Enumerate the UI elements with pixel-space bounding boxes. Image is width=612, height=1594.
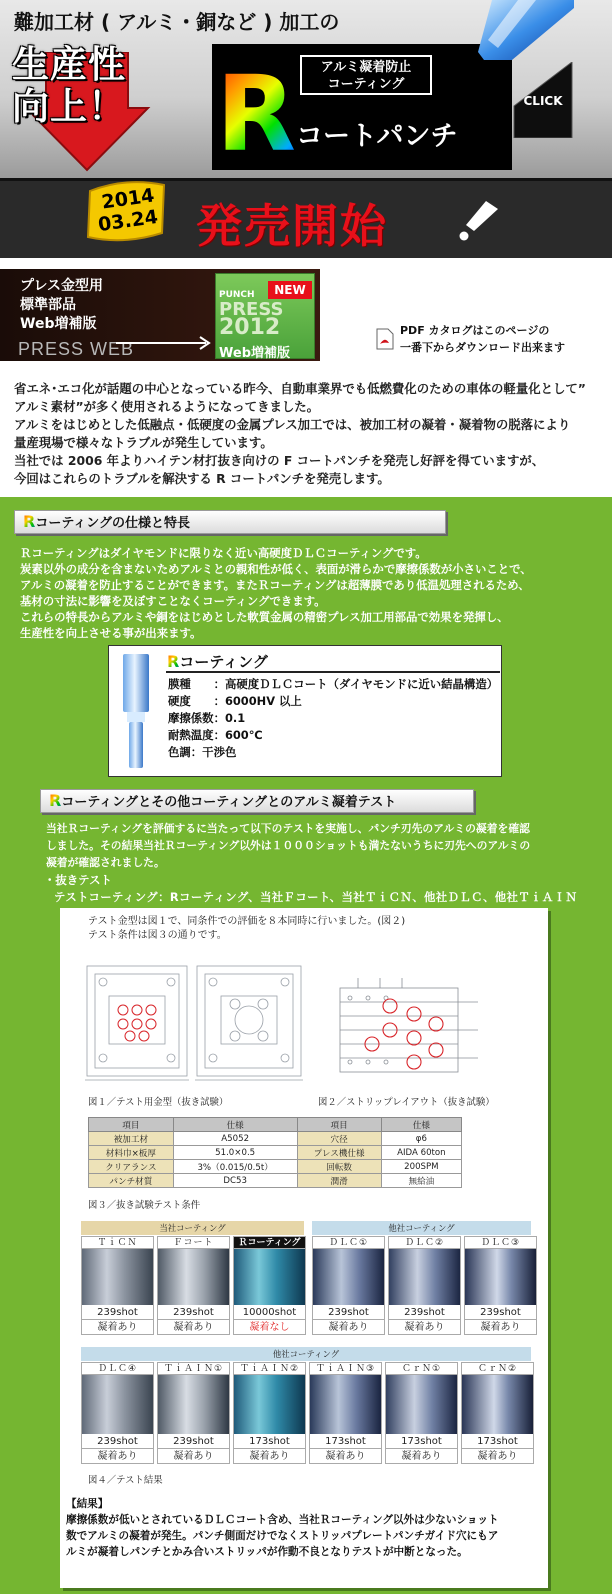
result-cell xyxy=(388,1236,461,1335)
spec-item: 摩擦係数：0.1 xyxy=(168,711,246,725)
punch-tip-photo xyxy=(81,1375,154,1434)
figure1-caption: 図１／テスト用金型（抜き試験） xyxy=(88,1097,229,1108)
table-cell: 材料巾×板厚 xyxy=(89,1146,174,1160)
result-text xyxy=(66,1512,542,1560)
pdf-icon[interactable] xyxy=(376,328,394,350)
shot-count: 239shot xyxy=(81,1305,154,1320)
coating-name: ＤＬＣ④ xyxy=(81,1362,154,1375)
shot-count: 239shot xyxy=(312,1305,385,1320)
punch-tip-photo xyxy=(233,1249,306,1305)
coating-name: Ｆコート xyxy=(157,1236,230,1249)
other-coating-group-header: 他社コーティング xyxy=(81,1347,531,1361)
coating-name: ＤＬＣ② xyxy=(388,1236,461,1249)
result-cell xyxy=(81,1362,154,1464)
shot-count: 173shot xyxy=(385,1434,458,1449)
text-line: しました。その結果当社Ｒコーティング以外は１０００ショットも満たないうちに刃先へのアルミの xyxy=(46,839,531,852)
figure4-caption: 図４／テスト結果 xyxy=(88,1475,163,1486)
shot-count: 173shot xyxy=(309,1434,382,1449)
press-web-title[interactable]: プレス金型用 標準部品 Web増補版 xyxy=(20,278,104,332)
result-cell xyxy=(233,1362,306,1464)
section-heading-text: コーティングの仕様と特長 xyxy=(35,516,191,531)
table-cell: 回転数 xyxy=(297,1160,381,1174)
coating-name: Ｒコーティング xyxy=(233,1236,306,1249)
spec-title xyxy=(167,651,268,672)
table-cell: φ6 xyxy=(381,1132,461,1146)
catalog-press-label: PRESS xyxy=(219,299,284,320)
test-report-intro: テスト金型は図１で、同条件での評価を８本同時に行いました。(図２) テスト条件は図３の通りです。 xyxy=(88,916,406,941)
adhesion-status: 凝着あり xyxy=(81,1449,154,1464)
table-cell: 3%（0.015/0.5t） xyxy=(173,1160,297,1174)
hero-title: 難加工材 ( アルミ・銅など ) 加工の xyxy=(14,10,340,34)
result-cell xyxy=(385,1362,458,1464)
text-line: 摩擦係数が低いとされているＤＬＣコート含め、当社Ｒコーティング以外は少ないショット xyxy=(66,1514,499,1526)
adhesion-status: 凝着あり xyxy=(388,1320,461,1335)
table-cell: 無給油 xyxy=(381,1174,461,1188)
spec-item: 色調：干渉色 xyxy=(168,745,237,759)
shot-count: 239shot xyxy=(81,1434,154,1449)
table-header-row xyxy=(89,1118,462,1132)
coating-name: ＤＬＣ① xyxy=(312,1236,385,1249)
spec-section-text xyxy=(20,545,600,641)
table-cell: DC53 xyxy=(173,1174,297,1188)
spec-section-heading xyxy=(14,510,446,534)
text-line: ルミが凝着しパンチとかみ合いストリッパが作動不良となりテストが中断となった。 xyxy=(66,1546,468,1558)
table-row xyxy=(89,1146,462,1160)
punch-tip-photo xyxy=(461,1375,534,1434)
adhesion-status: 凝着あり xyxy=(157,1449,230,1464)
adhesion-status: 凝着あり xyxy=(464,1320,537,1335)
adhesion-test-heading xyxy=(40,789,474,813)
shot-count: 239shot xyxy=(157,1434,230,1449)
rainbow-r-logo: R xyxy=(216,53,297,175)
coating-name: ＴｉＡＩＮ② xyxy=(233,1362,306,1375)
result-cell xyxy=(312,1236,385,1335)
result-cell xyxy=(461,1362,534,1464)
intro-line: 今回はこれらのトラブルを解決する R コートパンチを発売します。 xyxy=(14,471,390,486)
punch-tip-photo xyxy=(309,1375,382,1434)
adhesion-status: 凝着なし xyxy=(233,1320,306,1335)
click-label[interactable]: CLICK xyxy=(523,94,563,108)
productivity-catch: 生産性 向上！ xyxy=(12,43,126,128)
adhesion-status: 凝着あり xyxy=(233,1449,306,1464)
product-name: コートパンチ xyxy=(296,121,458,152)
figure2-caption: 図２／ストリップレイアウト（抜き試験） xyxy=(318,1097,495,1108)
launch-heading: 発売開始 xyxy=(196,199,388,253)
intro-line: 当社では 2006 年よりハイテン材打抜き向けの F コートパンチを発売し好評を得ていますが、 xyxy=(14,453,545,468)
punch-tool-image xyxy=(118,650,154,772)
table-row xyxy=(89,1174,462,1188)
r-mark: R xyxy=(23,512,36,531)
spec-title-text: コーティング xyxy=(179,653,268,671)
catalog-year-label: 2012 xyxy=(219,315,281,340)
r-mark: R xyxy=(167,652,180,671)
text-line: 基材の寸法に影響を及ぼすことなくコーティングできます。 xyxy=(20,594,326,608)
test-die-drawing xyxy=(85,958,307,1088)
catalog-punch-label: PUNCH xyxy=(219,290,255,300)
text-line: 当社Ｒコーティングを評価するに当たって以下のテストを実施し、パンチ刃先のアルミの凝着を確認 xyxy=(46,822,530,835)
text-line: アルミの凝着を防止することができます。またＲコーティングは超薄膜であり低温処理されるため、 xyxy=(20,578,530,592)
result-label: 【結果】 xyxy=(66,1498,109,1510)
coating-name: ＤＬＣ③ xyxy=(464,1236,537,1249)
intro-line: 量産現場で様々なトラブルが発生しています。 xyxy=(14,435,273,450)
adhesion-status: 凝着あり xyxy=(157,1320,230,1335)
text-line: これらの特長からアルミや銅をはじめとした軟質金属の精密プレス加工用部品で効果を発揮し、 xyxy=(20,610,509,624)
shot-count: 239shot xyxy=(157,1305,230,1320)
table-cell: 潤滑 xyxy=(297,1174,381,1188)
text-line: 凝着が確認されました。 xyxy=(46,856,165,869)
adhesion-test-text xyxy=(46,820,606,871)
table-cell: 穴径 xyxy=(297,1132,381,1146)
pdf-download-note[interactable]: PDF カタログはこのページの 一番下からダウンロード出来ます xyxy=(400,324,565,354)
strip-layout-drawing xyxy=(318,958,488,1088)
launch-date: 03.24 xyxy=(96,205,160,237)
shot-count: 173shot xyxy=(461,1434,534,1449)
table-cell: クリアランス xyxy=(89,1160,174,1174)
punch-tip-photo xyxy=(233,1375,306,1434)
coating-name: ＣｒＮ② xyxy=(461,1362,534,1375)
intro-line: アルミをはじめとした低融点・低硬度の金属プレス加工では、被加工材の凝着・凝着物の脱落により xyxy=(14,417,571,432)
other-coating-group-header: 他社コーティング xyxy=(312,1221,531,1235)
r-mark: R xyxy=(49,791,62,810)
table-cell: 51.0×0.5 xyxy=(173,1146,297,1160)
intro-line: 省エネ･エコ化が話題の中心となっている昨今、自動車業界でも低燃費化のための車体の軽量化として” xyxy=(14,381,586,396)
table-cell: 被加工材 xyxy=(89,1132,174,1146)
punch-tip-photo xyxy=(464,1249,537,1305)
adhesion-status: 凝着あり xyxy=(461,1449,534,1464)
adhesion-status: 凝着あり xyxy=(309,1449,382,1464)
shot-count: 239shot xyxy=(464,1305,537,1320)
adhesion-status: 凝着あり xyxy=(385,1449,458,1464)
table-row xyxy=(89,1160,462,1174)
coating-name: ＴｉＡＩＮ① xyxy=(157,1362,230,1375)
text-line: 炭素以外の成分を含まないためアルミとの親和性が低く、表面が滑らかで摩擦係数が小さいことで、 xyxy=(20,562,532,576)
adhesion-status: 凝着あり xyxy=(312,1320,385,1335)
punch-tip-photo xyxy=(312,1249,385,1305)
table-row xyxy=(89,1132,462,1146)
column-header: 項目 xyxy=(89,1118,174,1132)
punch-tip-photo xyxy=(81,1249,154,1305)
shot-count: 239shot xyxy=(388,1305,461,1320)
result-cell xyxy=(81,1236,154,1335)
divider xyxy=(166,671,500,673)
coating-name: ＣｒＮ① xyxy=(385,1362,458,1375)
table-cell: AIDA 60ton xyxy=(381,1146,461,1160)
spec-item: 膜種 ：高硬度ＤＬＣコート（ダイヤモンドに近い結晶構造） xyxy=(168,677,499,691)
new-badge: NEW xyxy=(268,281,312,299)
punch-tip-photo xyxy=(388,1249,461,1305)
table-cell: A5052 xyxy=(173,1132,297,1146)
column-header: 仕様 xyxy=(381,1118,461,1132)
table-cell: プレス機仕様 xyxy=(297,1146,381,1160)
test-coatings-list: テストコーティング：Rコーティング、当社Ｆコート、当社ＴｉＣＮ、他社ＤＬＣ、他社ＴｉＡＩＮ xyxy=(54,890,578,904)
test-conditions-table xyxy=(88,1117,462,1188)
result-cell xyxy=(157,1236,230,1335)
own-coating-group-header: 当社コーティング xyxy=(81,1221,304,1235)
punch-tip-photo xyxy=(157,1249,230,1305)
section-heading-text: コーティングとその他コーティングとのアルミ凝着テスト xyxy=(61,795,397,810)
text-line: Ｒコーティングはダイヤモンドに限りなく近い高硬度ＤＬＣコーティングです。 xyxy=(20,546,427,560)
result-cell xyxy=(233,1236,306,1335)
coating-name: ＴｉＡＩＮ③ xyxy=(309,1362,382,1375)
intro-line: アルミ素材”が多く使用されるようになってきました。 xyxy=(14,399,320,414)
press-web-label[interactable]: PRESS WEB xyxy=(18,339,135,359)
coating-label: アルミ凝着防止 コーティング xyxy=(300,55,432,95)
coating-name: ＴｉＣＮ xyxy=(81,1236,154,1249)
column-header: 仕様 xyxy=(173,1118,297,1132)
result-cell xyxy=(157,1362,230,1464)
punching-test-label: ・抜きテスト xyxy=(44,873,112,887)
punch-tip-photo xyxy=(385,1375,458,1434)
text-line: 数でアルミの凝着が発生。パンチ側面だけでなくストリッパプレートパンチガイド穴にもア xyxy=(66,1530,499,1542)
spec-item: 耐熱温度：600℃ xyxy=(168,728,263,742)
intro-text xyxy=(14,380,604,488)
text-line: 生産性を向上させる事が出来ます。 xyxy=(20,626,202,640)
shot-count: 173shot xyxy=(233,1434,306,1449)
catalog-web-label: Web増補版 xyxy=(219,346,290,361)
table-cell: 200SPM xyxy=(381,1160,461,1174)
launch-year: 2014 xyxy=(100,184,156,214)
punch-tool-graphic xyxy=(462,0,574,60)
arrow-right-icon xyxy=(116,336,214,350)
result-cell xyxy=(309,1362,382,1464)
column-header: 項目 xyxy=(297,1118,381,1132)
table-cell: パンチ材質 xyxy=(89,1174,174,1188)
result-cell xyxy=(464,1236,537,1335)
figure3-caption: 図３／抜き試験テスト条件 xyxy=(88,1200,201,1211)
exclamation-icon xyxy=(458,199,498,241)
shot-count: 10000shot xyxy=(233,1305,306,1320)
punch-tip-photo xyxy=(157,1375,230,1434)
adhesion-status: 凝着あり xyxy=(81,1320,154,1335)
spec-list xyxy=(168,676,498,761)
spec-item: 硬度 ：6000HV 以上 xyxy=(168,694,302,708)
